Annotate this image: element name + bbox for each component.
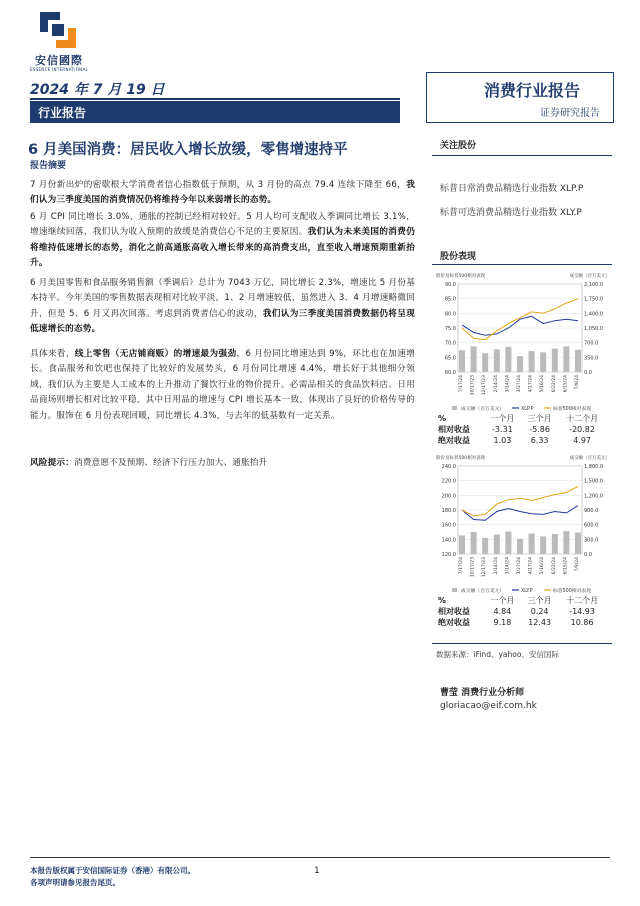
x-tick-label: 7/9/24 xyxy=(575,375,580,390)
volume-bar xyxy=(540,536,546,554)
legend-label: XLY.P xyxy=(521,589,533,594)
left-tick-label: 200.0 xyxy=(441,493,456,500)
x-tick-label: 2/14/24 xyxy=(493,375,499,393)
section-label: 行业报告 xyxy=(38,106,87,120)
chart-svg-1 xyxy=(432,270,614,415)
analyst-email[interactable]: gloriacao@eif.com.hk xyxy=(440,701,537,711)
sidebar-divider xyxy=(432,643,612,644)
x-tick-label: 6/15/24 xyxy=(563,375,569,393)
legend-swatch xyxy=(452,588,457,592)
legend-swatch xyxy=(452,406,457,410)
footer-rule xyxy=(30,857,610,858)
x-tick-label: 7/17/24 xyxy=(459,557,464,575)
report-type-subtitle: 证券研究报告 xyxy=(540,108,600,119)
volume-bar xyxy=(552,349,558,372)
volume-bar xyxy=(540,352,546,372)
volume-bar xyxy=(471,532,477,554)
paragraph-1: 7 月份新出炉的密歇根大学消费者信心指数低于预期，从 3 月份的高点 79.4 连续下降至 66，我们认为三季度美国的消费情况仍将维持今年以来弱增长的态势。 xyxy=(30,180,415,206)
left-tick-label: 240.0 xyxy=(441,464,456,470)
volume-bar xyxy=(563,346,569,372)
right-tick-label: 1,500.0 xyxy=(584,478,604,485)
right-tick-label: 900.0 xyxy=(584,508,599,514)
page-title: 6 月美国消费：居民收入增长放缓，零售增速持平 xyxy=(28,142,348,158)
paragraph-2: 6 月 CPI 同比增长 3.0%，通胀的控制已经相对较好。5 月人均可支配收入季调同比增长 3.1%，增速继续回落，我们认为收入预期的放缓是消费信心不足的主要原因。我们认为未来美国的消费仍将维持低速增长的态势，消化之前高通胀高收入增长带来的高消费支出，直至收入增速预期重新抬升。 xyxy=(30,212,415,269)
performance-table-1 xyxy=(436,413,606,446)
watch-item: 标普日常消费品精选行业指数 XLP.P xyxy=(440,184,584,194)
right-tick-label: 0.0 xyxy=(584,370,592,376)
table-header-cell: % xyxy=(438,596,447,605)
volume-bar xyxy=(529,351,535,372)
logo-text-en: ESSENCE INTERNATIONAL xyxy=(29,67,89,72)
x-tick-label: 12/17/23 xyxy=(482,557,488,578)
volume-bar xyxy=(517,356,523,372)
table-row xyxy=(436,424,606,435)
x-tick-label: 3/14/24 xyxy=(505,557,511,575)
table-cell: 相对收益 xyxy=(438,425,470,434)
x-tick-label: 3/14/24 xyxy=(505,375,511,393)
x-tick-label: 10/17/23 xyxy=(470,375,476,396)
x-tick-label: 4/17/24 xyxy=(528,557,534,575)
axis-label-left: 股价及标普500相对表现 xyxy=(436,456,486,461)
table-header-cell: 十二个月 xyxy=(566,596,599,605)
volume-bar xyxy=(482,538,488,554)
volume-bar xyxy=(505,347,511,372)
right-tick-label: 600.0 xyxy=(584,522,599,529)
right-tick-label: 300.0 xyxy=(584,537,599,544)
x-tick-label: 6/22/24 xyxy=(551,375,557,393)
summary-heading: 报告摘要 xyxy=(30,161,67,171)
table-header-cell: % xyxy=(438,414,447,423)
sidebar-divider xyxy=(432,264,612,265)
table-header-cell: 十二个月 xyxy=(566,414,599,423)
left-tick-label: 60.0 xyxy=(444,370,456,376)
volume-bar xyxy=(459,350,465,372)
stock-chart-1 xyxy=(432,270,614,415)
table-header-cell: 一个月 xyxy=(490,414,515,423)
x-tick-label: 5/16/24 xyxy=(540,557,546,575)
left-tick-label: 140.0 xyxy=(441,537,456,544)
x-tick-label: 5/16/24 xyxy=(540,375,546,393)
page-number: 1 xyxy=(314,866,320,876)
legend-label: 成交额（百万美元） xyxy=(461,407,505,412)
left-tick-label: 160.0 xyxy=(441,522,456,529)
logo-text-cn: 安信國際 xyxy=(35,54,83,67)
x-tick-label: 12/17/23 xyxy=(482,375,488,396)
volume-bar xyxy=(494,534,500,554)
analyst-name: 曹莹 消费行业分析师 xyxy=(440,688,525,698)
paragraph-3: 6 月美国零售和食品服务销售额（季调后）总计为 7043 万亿，同比增长 2.3%，增速比 5 月份基本持平。今年美国的零售数据表现相对比较平淡，1、2 月增速较低，虽然进入 3、4 月增速略微回升，但是 5、6 月又再次回落。考虑到消费者信心的波动，我们认为三季度美国消费数据仍将呈现低速增长的态势。 xyxy=(30,278,416,335)
x-tick-label: 3/27/24 xyxy=(517,557,522,575)
legend-label: 成交额（百万美元） xyxy=(461,589,505,594)
table-header-cell: 三个月 xyxy=(527,596,552,605)
right-tick-label: 350.0 xyxy=(584,355,599,362)
table-header-row xyxy=(436,595,606,606)
volume-bar xyxy=(494,349,500,372)
header-rule xyxy=(30,98,400,100)
volume-bar xyxy=(563,531,569,554)
data-source: 数据来源：iFind、yahoo、安信国际 xyxy=(436,650,559,659)
table-header-cell: 一个月 xyxy=(490,596,515,605)
volume-bar xyxy=(482,353,488,372)
volume-bar xyxy=(575,532,581,554)
right-tick-label: 1,200.0 xyxy=(584,493,604,500)
table-cell: 绝对收益 xyxy=(438,618,470,627)
volume-bar xyxy=(517,539,523,554)
watch-item: 标普可选消费品精选行业指数 XLY.P xyxy=(440,208,582,218)
axis-label-left: 股价及标普500相对表现 xyxy=(436,274,486,279)
report-type-title: 消费行业报告 xyxy=(484,81,581,100)
x-tick-label: 6/15/24 xyxy=(563,557,569,575)
right-tick-label: 700.0 xyxy=(584,340,599,347)
table-cell: 绝对收益 xyxy=(438,436,470,445)
x-tick-label: 3/27/24 xyxy=(517,375,522,393)
x-tick-label: 6/22/24 xyxy=(551,557,557,575)
table-cell: -3.31 xyxy=(492,425,513,434)
x-tick-label: 4/17/24 xyxy=(528,375,534,393)
x-tick-label: 10/17/23 xyxy=(470,557,476,578)
volume-bar xyxy=(471,346,477,372)
performance-heading: 股份表现 xyxy=(440,252,477,262)
table-cell: 相对收益 xyxy=(438,607,470,616)
volume-bar xyxy=(505,532,511,554)
left-tick-label: 70.0 xyxy=(444,340,456,347)
table-row xyxy=(436,435,606,446)
volume-bar xyxy=(459,535,465,554)
table-cell: 6.33 xyxy=(530,436,549,445)
volume-bar xyxy=(552,534,558,554)
right-tick-label: 1,400.0 xyxy=(584,311,604,318)
left-tick-label: 120.0 xyxy=(441,552,456,558)
table-row xyxy=(436,617,606,628)
axis-label-right: 成交额（百万美元） xyxy=(569,456,610,461)
left-tick-label: 220.0 xyxy=(441,478,456,485)
legend-label: 标普500相对表现 xyxy=(553,589,591,594)
table-cell: -14.93 xyxy=(569,607,595,616)
left-tick-label: 75.0 xyxy=(444,326,456,332)
risk-warning: 风险提示：消费意愿不及预期、经济下行压力加大、通胀抬升 xyxy=(30,458,268,468)
paragraph-4: 具体来看，线上零售（无店铺商贩）的增速最为强劲，6 月份同比增速达到 9%，环比也在加速增长。食品服务和饮吧也保持了比较好的发展势头，6 月份同比增速 4.4%，增长好于其他细分领域，我们认为主要是人工成本的上升推动了餐饮行业的物价提升。必需品相关的食品饮料店、日用品商场则增长相对比较平稳，其中日用品的增速与 CPI 增长基本一致，体现出了良好的价格传导的能力。服饰在 6 月份表现回暖，同比增长 4.3%，与去年的低基数有一定关系。 xyxy=(30,349,415,421)
left-tick-label: 65.0 xyxy=(444,355,456,362)
company-logo-icon xyxy=(38,10,78,50)
right-tick-label: 1,800.0 xyxy=(584,464,604,470)
performance-table-2 xyxy=(436,595,606,628)
right-tick-label: 0.0 xyxy=(584,552,592,558)
left-tick-label: 90.0 xyxy=(444,282,456,288)
left-tick-label: 85.0 xyxy=(444,296,456,303)
table-cell: 10.86 xyxy=(570,618,594,627)
sidebar-divider xyxy=(432,155,612,156)
report-date: 2024 年 7 月 19 日 xyxy=(30,82,165,98)
left-tick-label: 80.0 xyxy=(444,311,456,318)
table-cell: 9.18 xyxy=(493,618,512,627)
section-bar xyxy=(30,101,400,123)
right-tick-label: 1,050.0 xyxy=(584,326,604,332)
x-tick-label: 2/14/24 xyxy=(493,557,499,575)
legend-label: 标普500相对表现 xyxy=(553,407,591,412)
table-cell: 4.97 xyxy=(573,436,591,445)
table-header-cell: 三个月 xyxy=(527,414,552,423)
table-cell: 1.03 xyxy=(493,436,512,445)
footer-disclaimer: 各项声明请参见报告尾页。 xyxy=(30,878,120,887)
footer-copyright: 本报告版权属于安信国际证券（香港）有限公司。 xyxy=(30,866,195,875)
table-cell: -20.82 xyxy=(569,425,595,434)
x-tick-label: 7/17/24 xyxy=(459,375,464,393)
table-cell: 0.24 xyxy=(530,607,549,616)
table-row xyxy=(436,606,606,617)
right-tick-label: 1,750.0 xyxy=(584,296,604,303)
table-cell: -5.86 xyxy=(529,425,550,434)
table-header-row xyxy=(436,413,606,424)
table-cell: 4.84 xyxy=(493,607,512,616)
chart-svg-2 xyxy=(432,452,614,597)
watch-heading: 关注股份 xyxy=(440,141,477,151)
legend-label: XLP.P xyxy=(521,407,534,412)
volume-bar xyxy=(529,533,535,554)
table-cell: 12.43 xyxy=(528,618,552,627)
x-tick-label: 7/9/24 xyxy=(575,557,580,572)
volume-bar xyxy=(575,350,581,372)
right-tick-label: 2,100.0 xyxy=(584,282,604,288)
stock-chart-2 xyxy=(432,452,614,597)
left-tick-label: 180.0 xyxy=(441,508,456,514)
axis-label-right: 成交额（百万美元） xyxy=(569,274,610,279)
